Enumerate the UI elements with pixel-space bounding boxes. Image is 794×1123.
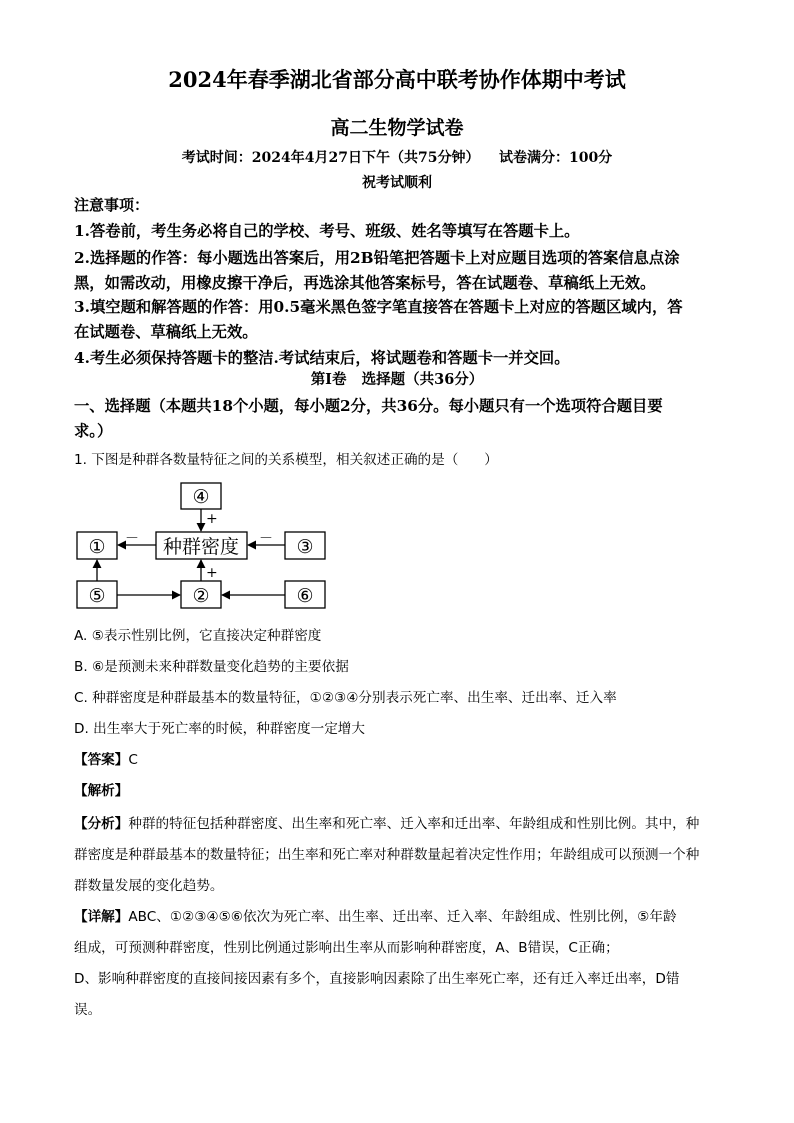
section-title: 第Ⅰ卷 选择题（共36分） bbox=[310, 371, 484, 388]
population-feature-diagram bbox=[60, 475, 350, 615]
fenxi-text: 群密度是种群最基本的数量特征；出生率和死亡率对种群数量起着决定性作用；年龄组成可以预测一个种 bbox=[74, 847, 700, 863]
label-population-density: 种群密度 bbox=[162, 536, 240, 558]
detail-text: 误。 bbox=[74, 1002, 102, 1018]
fenxi-line bbox=[74, 812, 699, 832]
detail-label: 【详解】 bbox=[74, 909, 129, 925]
label-5: ⑤ bbox=[88, 585, 106, 607]
detail-text: D、影响种群密度的直接间接因素有多个，直接影响因素除了出生率死亡率，还有迁入率迁出率，D错 bbox=[74, 971, 680, 987]
notice-item: 在试题卷、草稿纸上无效。 bbox=[74, 323, 258, 341]
notice-item: 3.填空题和解答题的作答：用0.5毫米黑色签字笔直接答在答题卡上对应的答题区域内，答 bbox=[74, 298, 683, 316]
sign-minus-left: － bbox=[125, 531, 139, 547]
label-1: ① bbox=[88, 536, 106, 558]
option-b: B. ⑥是预测未来种群数量变化趋势的主要依据 bbox=[74, 659, 349, 675]
exam-wish: 祝考试顺利 bbox=[362, 175, 432, 191]
detail-text: ABC、①②③④⑤⑥依次为死亡率、出生率、迁出率、迁入率、年龄组成、性别比例，⑤年龄 bbox=[128, 909, 677, 925]
notice-item: 黑，如需改动，用橡皮擦干净后，再选涂其他答案标号，答在试题卷、草稿纸上无效。 bbox=[74, 274, 656, 292]
option-c: C. 种群密度是种群最基本的数量特征，①②③④分别表示死亡率、出生率、迁出率、迁入率 bbox=[74, 690, 617, 706]
option-a: A. ⑤表示性别比例，它直接决定种群密度 bbox=[74, 628, 322, 644]
exam-title: 2024年春季湖北省部分高中联考协作体期中考试 bbox=[168, 67, 626, 92]
detail-text: 组成，可预测种群密度，性别比例通过影响出生率从而影响种群密度，A、B错误，C正确； bbox=[74, 940, 619, 956]
exam-meta: 考试时间：2024年4月27日下午（共75分钟） 试卷满分：100分 bbox=[181, 150, 613, 166]
detail-line bbox=[74, 905, 677, 925]
fenxi-label: 【分析】 bbox=[74, 816, 129, 832]
section-instruction: 求。） bbox=[74, 422, 113, 440]
label-6: ⑥ bbox=[296, 585, 314, 607]
label-4: ④ bbox=[192, 486, 210, 508]
notice-item: 4.考生必须保持答题卡的整洁.考试结束后，将试题卷和答题卡一并交回。 bbox=[74, 349, 570, 367]
answer-value: C bbox=[128, 752, 138, 768]
label-3: ③ bbox=[296, 536, 314, 558]
notice-item: 2.选择题的作答：每小题选出答案后，用2B铅笔把答题卡上对应题目选项的答案信息点涂 bbox=[74, 249, 680, 267]
sign-minus-right: － bbox=[259, 531, 273, 547]
option-d: D. 出生率大于死亡率的时候，种群密度一定增大 bbox=[74, 721, 365, 737]
analysis-label: 【解析】 bbox=[74, 783, 129, 799]
answer-label: 【答案】 bbox=[74, 752, 129, 768]
notice-item: 1.答卷前，考生务必将自己的学校、考号、班级、姓名等填写在答题卡上。 bbox=[74, 222, 580, 240]
notice-heading: 注意事项： bbox=[74, 196, 150, 214]
section-instruction: 一、选择题（本题共18个小题，每小题2分，共36分。每小题只有一个选项符合题目要 bbox=[74, 397, 663, 415]
question-stem: 1. 下图是种群各数量特征之间的关系模型，相关叙述正确的是（ ） bbox=[74, 452, 498, 468]
fenxi-text: 种群的特征包括种群密度、出生率和死亡率、迁入率和迁出率、年龄组成和性别比例。其中，种 bbox=[128, 816, 700, 832]
sign-plus-top: + bbox=[206, 511, 218, 527]
fenxi-text: 群数量发展的变化趋势。 bbox=[74, 878, 224, 894]
answer-line bbox=[74, 748, 138, 768]
analysis-heading bbox=[74, 779, 128, 799]
exam-subtitle: 高二生物学试卷 bbox=[330, 117, 464, 139]
sign-plus-bottom: + bbox=[206, 565, 218, 581]
label-2: ② bbox=[192, 585, 210, 607]
